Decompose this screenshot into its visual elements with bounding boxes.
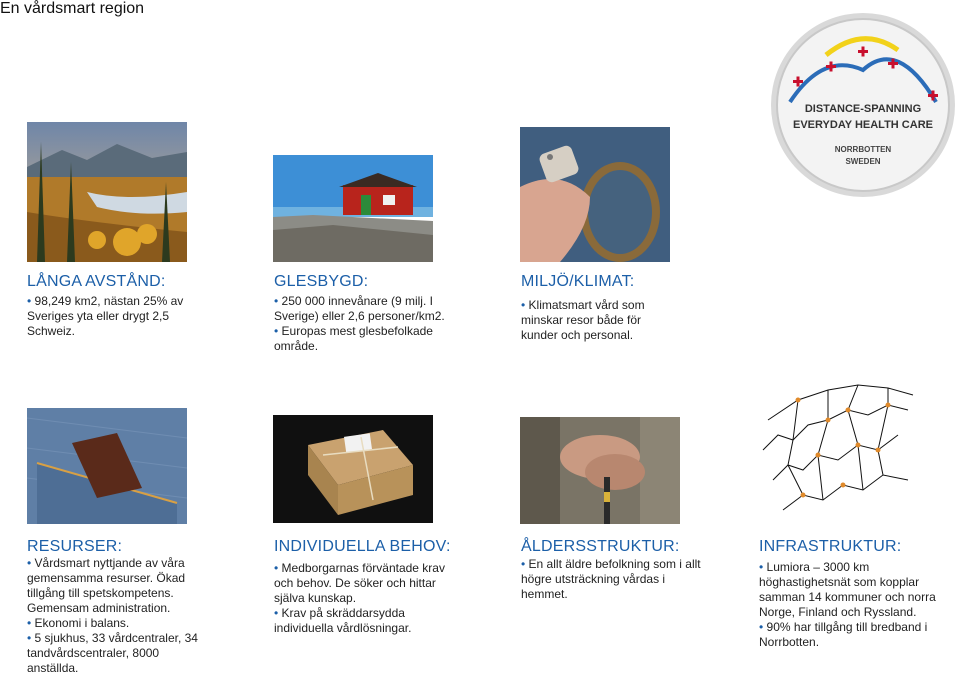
wallet-in-jeans-pocket-photo [27, 408, 187, 524]
mountain-river-landscape-photo [27, 122, 187, 262]
heading-langa-avstand: LÅNGA AVSTÅND: [27, 273, 166, 290]
text-resurser [27, 556, 212, 676]
elderly-hands-cane-photo [520, 417, 680, 524]
heading-miljo-klimat: MILJÖ/KLIMAT: [521, 273, 635, 290]
page-title: En vårdsmart region [0, 0, 145, 17]
list-item: • 250 000 innevånare (9 milj. I Sverige) eller 2,6 personer/km2. [274, 294, 445, 323]
svg-text:DISTANCE-SPANNING: DISTANCE-SPANNING [804, 103, 922, 115]
heading-infrastruktur: INFRASTRUKTUR: [759, 538, 902, 555]
hand-remote-device-photo [520, 127, 670, 262]
list-item: • En allt äldre befolkning som i allt högre utsträckning vårdas i hemmet. [521, 557, 701, 601]
svg-text:SWEDEN: SWEDEN [845, 157, 881, 166]
list-item: • Krav på skräddarsydda individuella vårdlösningar. [274, 606, 412, 635]
heading-glesbygd: GLESBYGD: [274, 273, 369, 290]
heading-individuella-behov: INDIVIDUELLA BEHOV: [274, 538, 451, 555]
list-item: • Lumiora – 3000 km höghastighetsnät som kopplar samman 14 kommuner och norra Norge, Finland och Ryssland. [759, 560, 936, 619]
list-item: • 90% har tillgång till bredband i Norrbotten. [759, 620, 928, 649]
red-cabin-archipelago-photo [273, 155, 433, 262]
list-item: • Klimatsmart vård som minskar resor både för kunder och personal. [521, 298, 645, 342]
list-item: • Medborgarnas förväntade krav och behov. De söker och hittar själva kunskap. [274, 561, 445, 605]
text-langa-avstand [27, 294, 187, 339]
svg-text:NORRBOTTEN: NORRBOTTEN [834, 145, 892, 154]
wrapped-parcel-photo [273, 415, 433, 523]
list-item: • Ekonomi i balans. [27, 616, 130, 630]
text-miljo-klimat [521, 298, 671, 343]
text-glesbygd [274, 294, 454, 354]
svg-text:EVERYDAY HEALTH CARE: EVERYDAY HEALTH CARE [793, 119, 933, 131]
heading-aldersstruktur: ÅLDERSSTRUKTUR: [521, 538, 680, 555]
distance-spanning-badge-logo [768, 10, 958, 200]
list-item: • Vårdsmart nyttjande av våra gemensamma resurser. Ökad tillgång till spetskompetens. Gemensam administration. [27, 556, 186, 615]
list-item: • 98,249 km2, nästan 25% av Sveriges yta eller drygt 2,5 Schweiz. [27, 294, 184, 338]
text-aldersstruktur [521, 557, 706, 602]
norrbotten-network-map [758, 380, 918, 526]
text-infrastruktur [759, 560, 949, 650]
heading-resurser: RESURSER: [27, 538, 123, 555]
list-item: • 5 sjukhus, 33 vårdcentraler, 34 tandvårdscentraler, 8000 anställda. [27, 631, 198, 675]
text-individuella-behov [274, 561, 464, 636]
list-item: • Europas mest glesbefolkade område. [274, 324, 433, 353]
